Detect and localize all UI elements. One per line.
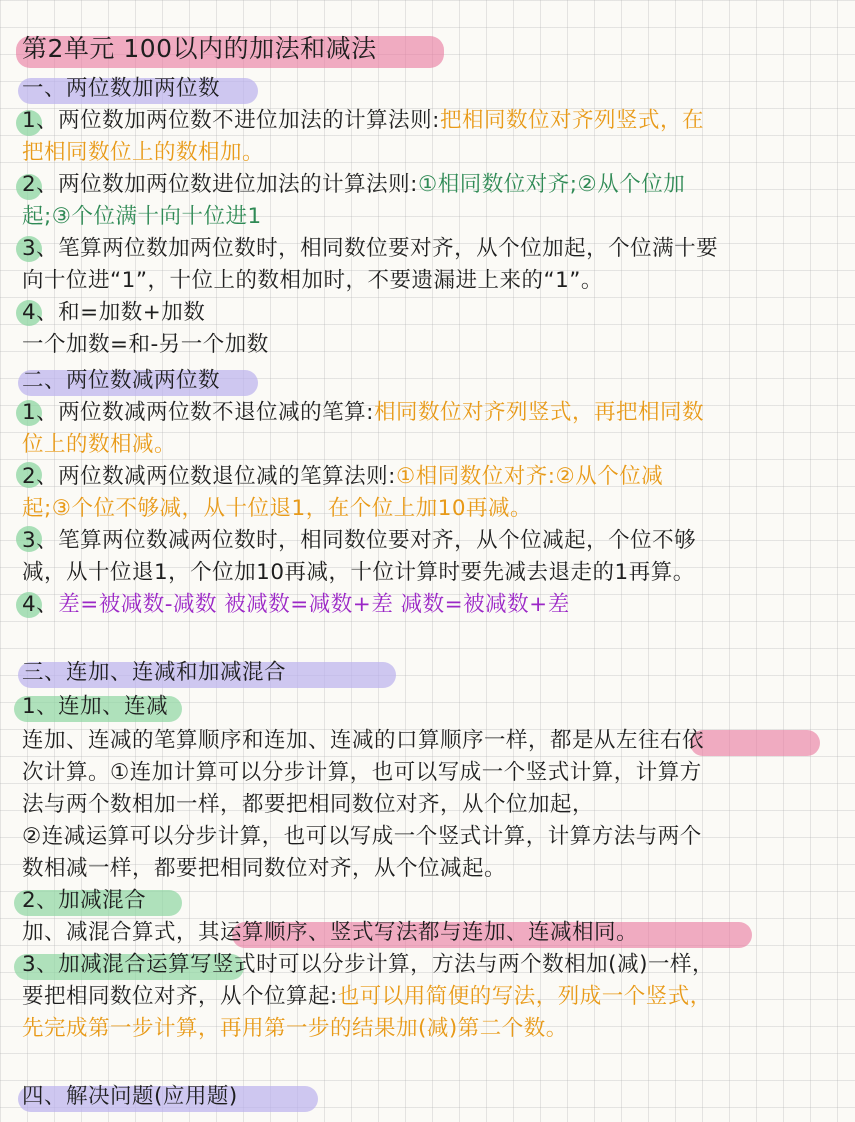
s1-rule3-line-a: 3、笔算两位数加两位数时，相同数位要对齐，从个位加起，个位满十要	[22, 236, 719, 261]
s3-p3-line-a: 3、加减混合运算写竖式时可以分步计算，方法与两个数相加(减)一样，	[22, 952, 714, 977]
s1-rule1-line-a	[22, 104, 837, 138]
s2-rule4-formula: 差=被减数-减数 被减数=减数+差 减数=被减数+差	[58, 592, 570, 617]
section1-heading: 一、两位数加两位数	[22, 76, 221, 101]
s2-rule2-line-a	[22, 460, 837, 494]
page-title: 第2单元 100以内的加法和减法	[22, 34, 377, 63]
s3-p3-line-b	[22, 980, 837, 1014]
s3-p3-line-c: 先完成第一步计算，再用第一步的结果加(减)第二个数。	[22, 1016, 568, 1041]
s3-p1-line-e: 数相减一样，都要把相同数位对齐，从个位减起。	[22, 856, 507, 881]
section2-heading: 二、两位数减两位数	[22, 368, 221, 393]
s2-rule1-text: 相同数位对齐列竖式，再把相同数	[373, 400, 704, 425]
s3-p3-rule: 也可以用简便的写法，列成一个竖式，	[337, 984, 712, 1009]
s3-sub1-heading: 1、连加、连减	[22, 694, 169, 719]
s3-p1-line-a: 连加、连减的笔算顺序和连加、连减的口算顺序一样，都是从左往右依	[22, 728, 705, 753]
s1-rule2-line-b: 起;③个位满十向十位进1	[22, 204, 262, 229]
s1-rule1-line-b: 把相同数位上的数相加。	[22, 140, 265, 165]
s1-rule2-label: 2、两位数加两位数进位加法的计算法则:	[22, 172, 418, 197]
s2-rule2-label: 2、两位数减两位数退位减的笔算法则:	[22, 464, 396, 489]
s2-rule4-num: 4、	[22, 592, 59, 617]
s1-rule4-line-b: 一个加数=和-另一个加数	[22, 332, 269, 357]
s2-rule2-line-b: 起;③个位不够减，从十位退1，在个位上加10再减。	[22, 496, 533, 521]
s3-p1-line-d: ②连减运算可以分步计算，也可以写成一个竖式计算，计算方法与两个	[22, 824, 702, 849]
s2-rule1-line-a	[22, 396, 837, 430]
s2-rule1-label: 1、两位数减两位数不退位减的笔算:	[22, 400, 374, 425]
s3-p2-line: 加、减混合算式，其运算顺序、竖式写法都与连加、连减相同。	[22, 920, 639, 945]
s1-rule1-text: 把相同数位对齐列竖式，在	[439, 108, 704, 133]
s1-rule3-line-b: 向十位进“1”，十位上的数相加时，不要遗漏进上来的“1”。	[22, 268, 603, 293]
s1-rule1-label: 1、两位数加两位数不进位加法的计算法则:	[22, 108, 440, 133]
s3-sub2-heading: 2、加减混合	[22, 888, 147, 913]
s3-p1-line-b: 次计算。①连加计算可以分步计算，也可以写成一个竖式计算，计算方	[22, 760, 702, 785]
s1-rule2-line-a	[22, 168, 837, 202]
section3-heading: 三、连加、连减和加减混合	[22, 660, 287, 685]
s2-rule1-line-b: 位上的数相减。	[22, 432, 177, 457]
s1-rule4-line-a: 4、和=加数+加数	[22, 300, 206, 325]
s2-rule4-line	[22, 588, 837, 622]
s2-rule2-text: ①相同数位对齐:②从个位减	[395, 464, 664, 489]
s1-rule2-text: ①相同数位对齐;②从个位加	[417, 172, 686, 197]
section4-heading: 四、解决问题(应用题)	[22, 1084, 238, 1109]
s2-rule3-line-b: 减，从十位退1，个位加10再减，十位计算时要先减去退走的1再算。	[22, 560, 695, 585]
s3-p3-label: 要把相同数位对齐，从个位算起:	[22, 984, 338, 1009]
s3-p1-line-c: 法与两个数相加一样，都要把相同数位对齐，从个位加起，	[22, 792, 595, 817]
s2-rule3-line-a: 3、笔算两位数减两位数时，相同数位要对齐，从个位减起，个位不够	[22, 528, 697, 553]
